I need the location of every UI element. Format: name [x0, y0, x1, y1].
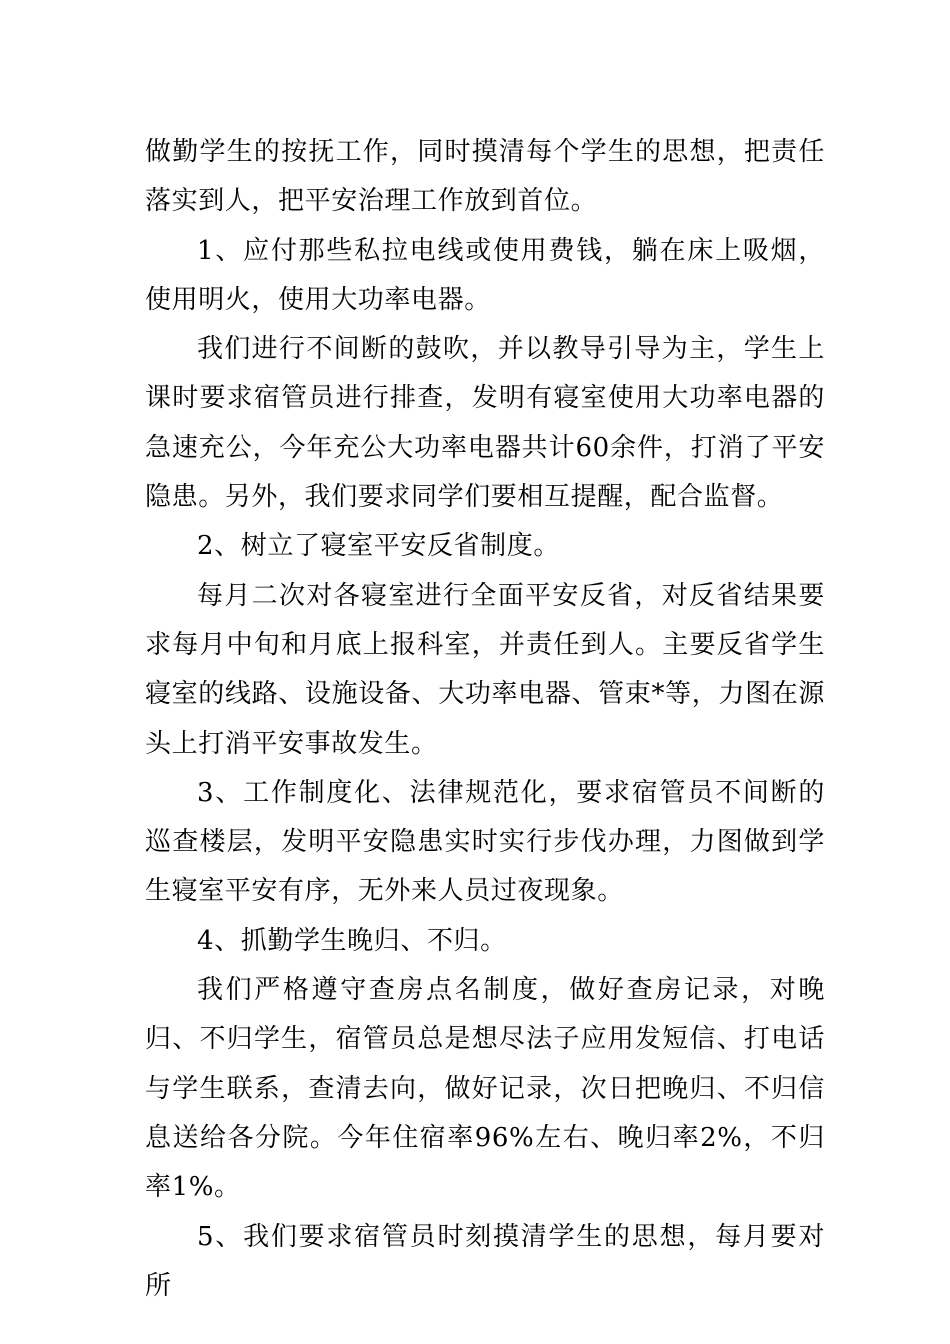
paragraph-1: 做勤学生的按抚工作，同时摸清每个学生的思想，把责任落实到人，把平安治理工作放到首位。: [145, 137, 825, 217]
paragraph-7: 4、抓勤学生晚归、不归。: [197, 925, 507, 956]
paragraph-3: 我们进行不间断的鼓吹，并以教导引导为主，学生上课时要求宿管员进行排查，发明有寝室使用大功率电器的急速充公，今年充公大功率电器共计60余件，打消了平安隐患。另外，我们要求同学们要相互提醒，配合监督。: [145, 334, 825, 513]
paragraph-9: 5、我们要求宿管员时刻摸清学生的思想，每月要对所: [145, 1221, 825, 1301]
paragraph-2: 1、应付那些私拉电线或使用费钱，躺在床上吸烟，使用明火，使用大功率电器。: [145, 235, 825, 315]
paragraph-4: 2、树立了寝室平安反省制度。: [197, 531, 560, 562]
paragraph-6: 3、工作制度化、法律规范化，要求宿管员不间断的巡查楼层，发明平安隐患实时实行步伐办理，力图做到学生寝室平安有序，无外来人员过夜现象。: [145, 777, 825, 907]
paragraph-5: 每月二次对各寝室进行全面平安反省，对反省结果要求每月中旬和月底上报科室，并责任到人。主要反省学生寝室的线路、设施设备、大功率电器、管束*等，力图在源头上打消平安事故发生。: [145, 580, 825, 759]
document-body: [145, 128, 825, 1311]
paragraph-8: 我们严格遵守查房点名制度，做好查房记录，对晚归、不归学生，宿管员总是想尽法子应用发短信、打电话与学生联系，查清去向，做好记录，次日把晚归、不归信息送给各分院。今年住宿率96%左右、晚归率2%，不归率1%。: [145, 975, 825, 1203]
